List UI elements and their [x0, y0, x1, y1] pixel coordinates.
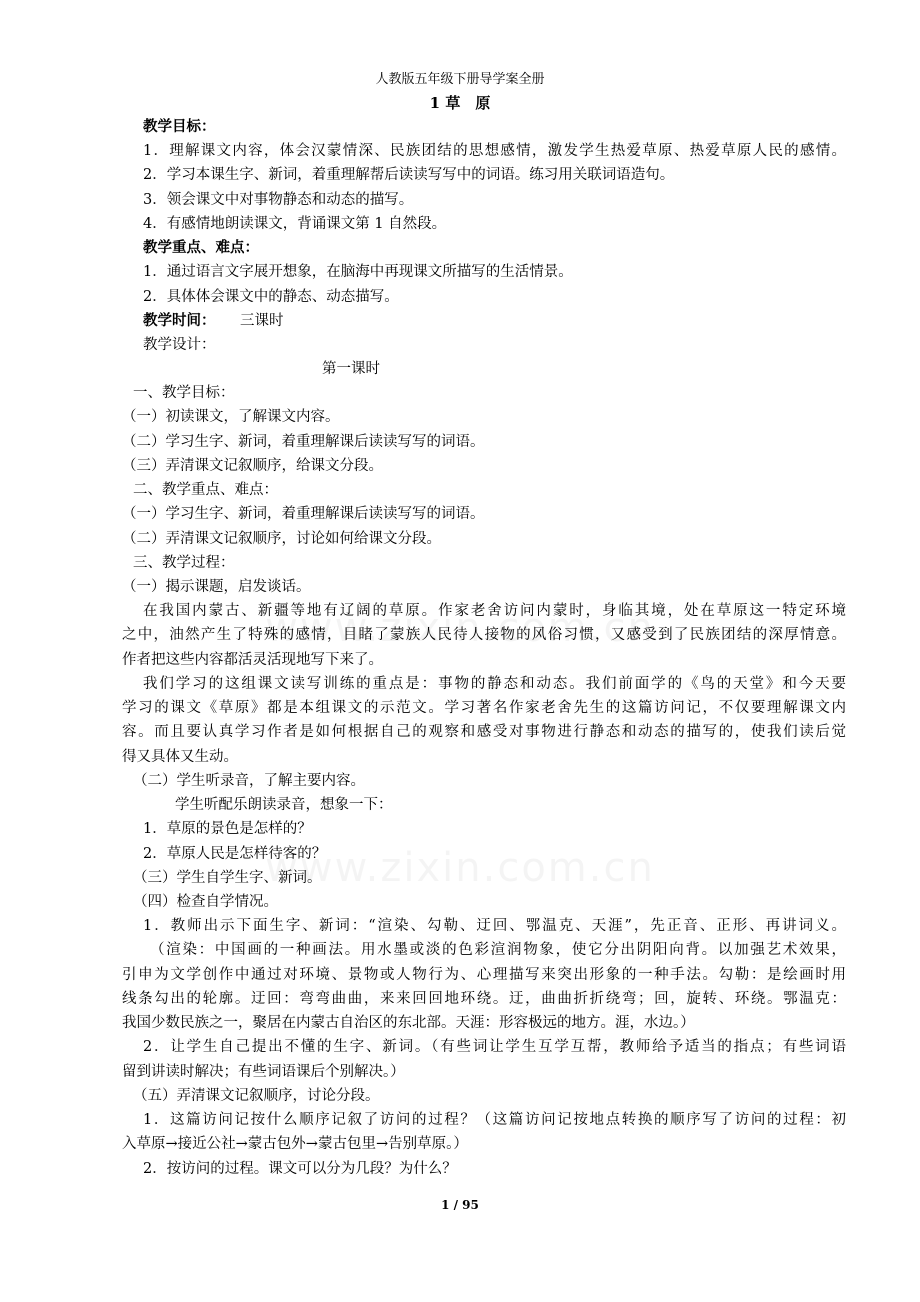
paragraph-line: 之中，油然产生了特殊的感情，目睹了蒙族人民待人接物的风俗习惯，又感受到了民族团结的深厚情意。	[122, 627, 846, 643]
goal-line: 2．学习本课生字、新词，着重理解帮后读读写写中的词语。练习用关联词语造句。	[143, 167, 675, 183]
outline-item: （一）学习生字、新词，着重理解课后读读写写的词语。	[122, 506, 485, 522]
paragraph-line: 学生听配乐朗读录音，想象一下：	[175, 797, 393, 813]
paragraph-line: 学习的课文《草原》都是本组课文的示范文。学习著名作家老舍先生的这篇访问记，不仅要理解课文内	[122, 700, 846, 716]
running-header: 人教版五年级下册导学案全册	[375, 72, 545, 87]
outline-item: （三）学生自学生字、新词。	[133, 870, 322, 886]
goal-line: 3．领会课文中对事物静态和动态的描写。	[143, 192, 414, 208]
section-heading: 教学时间：	[143, 312, 216, 329]
paragraph-line: 在我国内蒙古、新疆等地有辽阔的草原。作家老舍访问内蒙时，身临其境，处在草原这一特定环境	[143, 603, 846, 619]
paragraph-line: 1．这篇访问记按什么顺序记叙了访问的过程？（这篇访问记按地点转换的顺序写了访问的过程：初	[143, 1112, 846, 1128]
paragraph-line: （渲染：中国画的一种画法。用水墨或淡的色彩渲润物象，使它分出阴阳向背。以加强艺术效果，	[150, 942, 846, 958]
outline-heading: 三、教学过程：	[133, 555, 235, 571]
paragraph-line: 容。而且要认真学习作者是如何根据自己的观察和感受对事物进行静态和动态的描写的，使我们读后觉	[122, 724, 846, 740]
outline-heading: 二、教学重点、难点：	[133, 482, 278, 498]
paragraph-line: 我国少数民族之一，聚居在内蒙古自治区的东北部。天涯：形容极远的地方。涯，水边。）	[122, 1015, 695, 1031]
outline-heading: 一、教学目标：	[133, 385, 235, 401]
paragraph-line: 作者把这些内容都活灵活现地写下来了。	[122, 652, 383, 668]
paragraph-line: 入草原→接近公社→蒙古包外→蒙古包里→告别草原。）	[122, 1136, 468, 1152]
paragraph-line: 线条勾出的轮廓。迂回：弯弯曲曲，来来回回地环绕。迂，曲曲折折绕弯；回，旋转、环绕。鄂温克：	[122, 991, 846, 1007]
goal-line: 4．有感情地朗读课文，背诵课文第 1 自然段。	[143, 216, 447, 232]
outline-item: （四）检查自学情况。	[133, 894, 278, 910]
lesson-time-value: 三课时	[240, 313, 284, 329]
paragraph-line: 2．让学生自己提出不懂的生字、新词。（有些词让学生互学互帮，教师给予适当的指点；有些词语	[143, 1039, 846, 1055]
paragraph-line: 我们学习的这组课文读写训练的重点是：事物的静态和动态。我们前面学的《鸟的天堂》和今天要	[143, 676, 846, 692]
outline-item: （二）学习生字、新词，着重理解课后读读写写的词语。	[122, 434, 485, 450]
outline-item: （三）弄清课文记叙顺序，给课文分段。	[122, 458, 383, 474]
paragraph-line: 得又具体又生动。	[122, 749, 238, 765]
paragraph-line: 引申为文学创作中通过对环境、景物或人物行为、心理描写来突出形象的一种手法。勾勒：是绘画时用	[122, 967, 846, 983]
outline-item: （二）弄清课文记叙顺序，讨论如何给课文分段。	[122, 531, 441, 547]
outline-item: （二）学生听录音，了解主要内容。	[133, 773, 365, 789]
page-number: 1 / 95	[441, 1198, 479, 1212]
section-heading: 教学目标：	[143, 118, 216, 135]
paragraph-line: 留到讲读时解决；有些词语课后个别解决。）	[122, 1064, 405, 1080]
lesson-title: 1 草 原	[429, 94, 491, 112]
outline-item: （五）弄清课文记叙顺序，讨论分段。	[133, 1088, 380, 1104]
goal-line: 1．理解课文内容，体会汉蒙情深、民族团结的思想感情，激发学生热爱草原、热爱草原人民的感情。	[143, 143, 846, 159]
period-heading: 第一课时	[322, 361, 380, 377]
outline-item: （一）揭示课题，启发谈话。	[122, 579, 311, 595]
design-label: 教学设计：	[143, 337, 216, 353]
paragraph-line: 1．教师出示下面生字、新词：“渲染、勾勒、迂回、鄂温克、天涯”，先正音、正形、再讲词义。	[143, 918, 846, 934]
question-line: 2．按访问的过程。课文可以分为几段？为什么？	[143, 1161, 457, 1177]
keypoint-line: 2．具体体会课文中的静态、动态描写。	[143, 289, 399, 305]
question-line: 1．草原的景色是怎样的？	[143, 821, 312, 837]
keypoint-line: 1．通过语言文字展开想象，在脑海中再现课文所描写的生活情景。	[143, 264, 573, 280]
question-line: 2．草原人民是怎样待客的？	[143, 846, 327, 862]
section-heading: 教学重点、难点：	[143, 239, 259, 256]
outline-item: （一）初读课文，了解课文内容。	[122, 409, 340, 425]
